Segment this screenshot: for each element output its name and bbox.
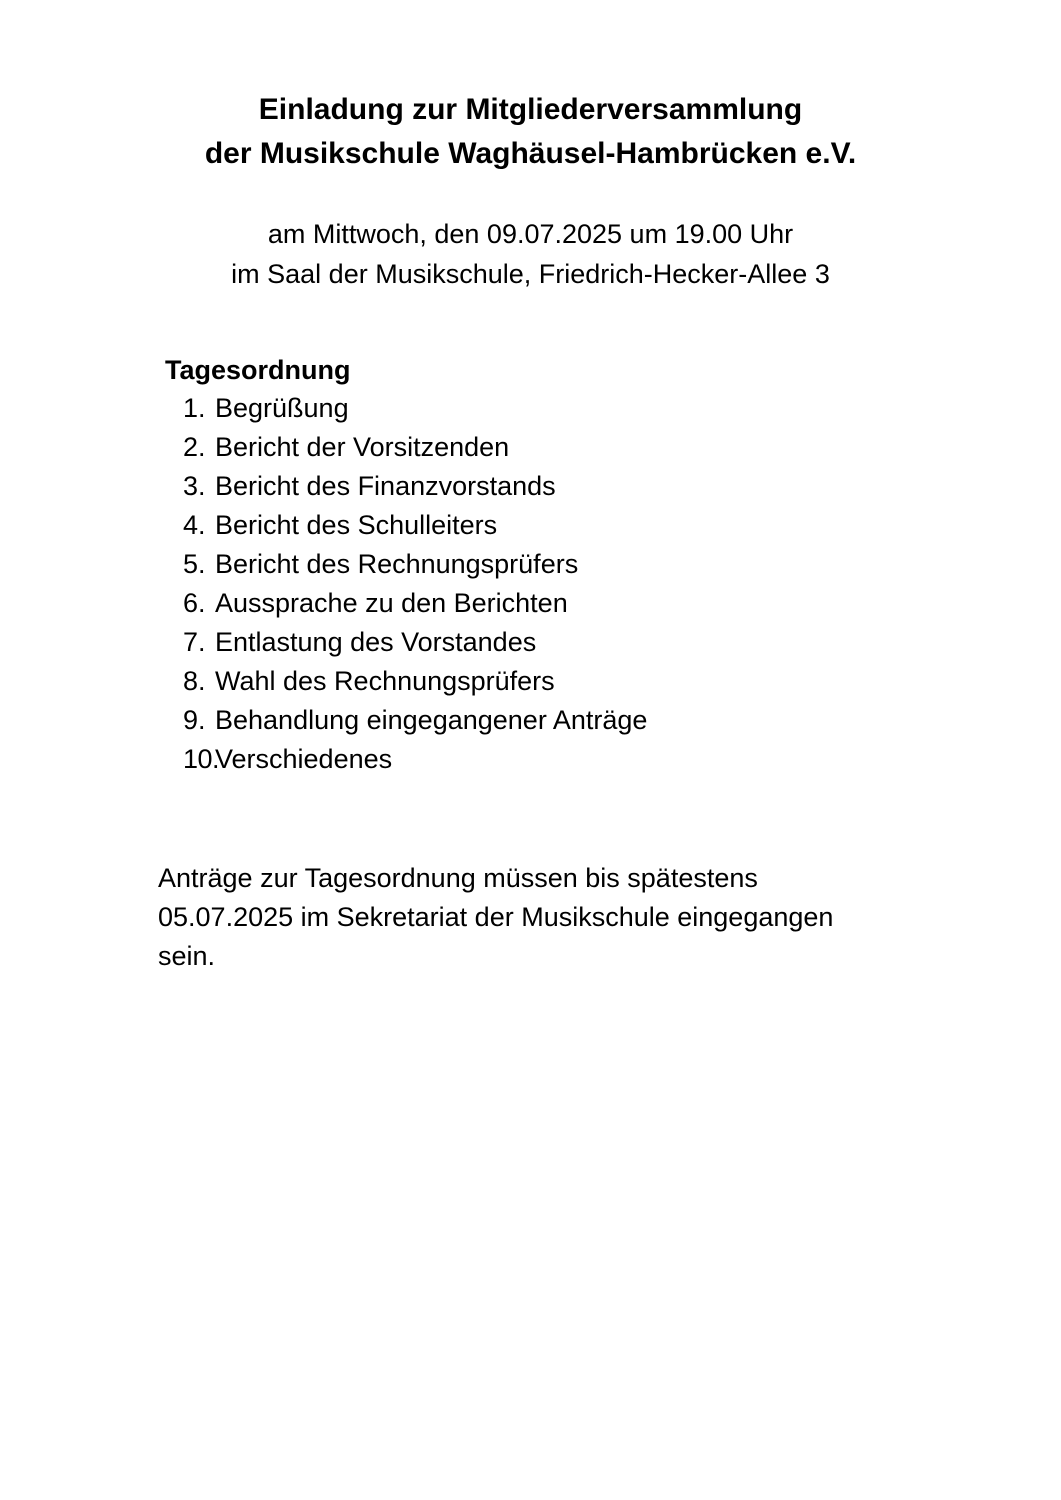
agenda-item-text: Entlastung des Vorstandes: [215, 627, 537, 657]
title-line-2: der Musikschule Waghäusel-Hambrücken e.V.: [204, 137, 857, 170]
agenda-item-text: Aussprache zu den Berichten: [215, 588, 568, 618]
agenda-item: [183, 428, 647, 467]
agenda-item: [183, 701, 647, 740]
agenda-item-text: Bericht des Finanzvorstands: [215, 471, 556, 501]
agenda-item: [183, 506, 647, 545]
agenda-item-number: 2.: [183, 432, 206, 462]
agenda-item: [183, 467, 647, 506]
agenda-item-number: 10.: [183, 744, 220, 774]
agenda-item-text: Bericht des Rechnungsprüfers: [215, 549, 579, 579]
note-line-2: 05.07.2025 im Sekretariat der Musikschule eingegangen: [158, 902, 834, 932]
agenda-item-number: 3.: [183, 471, 206, 501]
agenda-item: [183, 389, 647, 428]
agenda-item-text: Wahl des Rechnungsprüfers: [215, 666, 555, 696]
agenda-item-text: Begrüßung: [215, 393, 349, 423]
agenda-item: [183, 584, 647, 623]
agenda-item-number: 8.: [183, 666, 206, 696]
agenda-item-text: Behandlung eingegangener Anträge: [215, 705, 648, 735]
note-line-3: sein.: [158, 941, 216, 971]
meeting-location: im Saal der Musikschule, Friedrich-Hecker-Allee 3: [231, 259, 830, 289]
document-title: [0, 88, 1061, 176]
agenda-list: [183, 389, 647, 779]
meeting-details: [0, 214, 1061, 294]
agenda-item-number: 4.: [183, 510, 206, 540]
agenda-item-text: Bericht der Vorsitzenden: [215, 432, 510, 462]
title-line-1: Einladung zur Mitgliederversammlung: [258, 93, 803, 126]
agenda-item: [183, 662, 647, 701]
submission-note: [158, 859, 918, 976]
agenda-item-number: 9.: [183, 705, 206, 735]
note-line-1: Anträge zur Tagesordnung müssen bis spätestens: [158, 863, 758, 893]
agenda-item: [183, 545, 647, 584]
agenda-item: [183, 623, 647, 662]
agenda-heading: Tagesordnung: [165, 355, 351, 385]
agenda-item-text: Verschiedenes: [215, 744, 393, 774]
agenda-item-text: Bericht des Schulleiters: [215, 510, 498, 540]
agenda-item-number: 7.: [183, 627, 206, 657]
agenda-item-number: 1.: [183, 393, 206, 423]
agenda-item-number: 6.: [183, 588, 206, 618]
meeting-date: am Mittwoch, den 09.07.2025 um 19.00 Uhr: [267, 219, 794, 249]
agenda-item-number: 5.: [183, 549, 206, 579]
agenda-item: [183, 740, 647, 779]
